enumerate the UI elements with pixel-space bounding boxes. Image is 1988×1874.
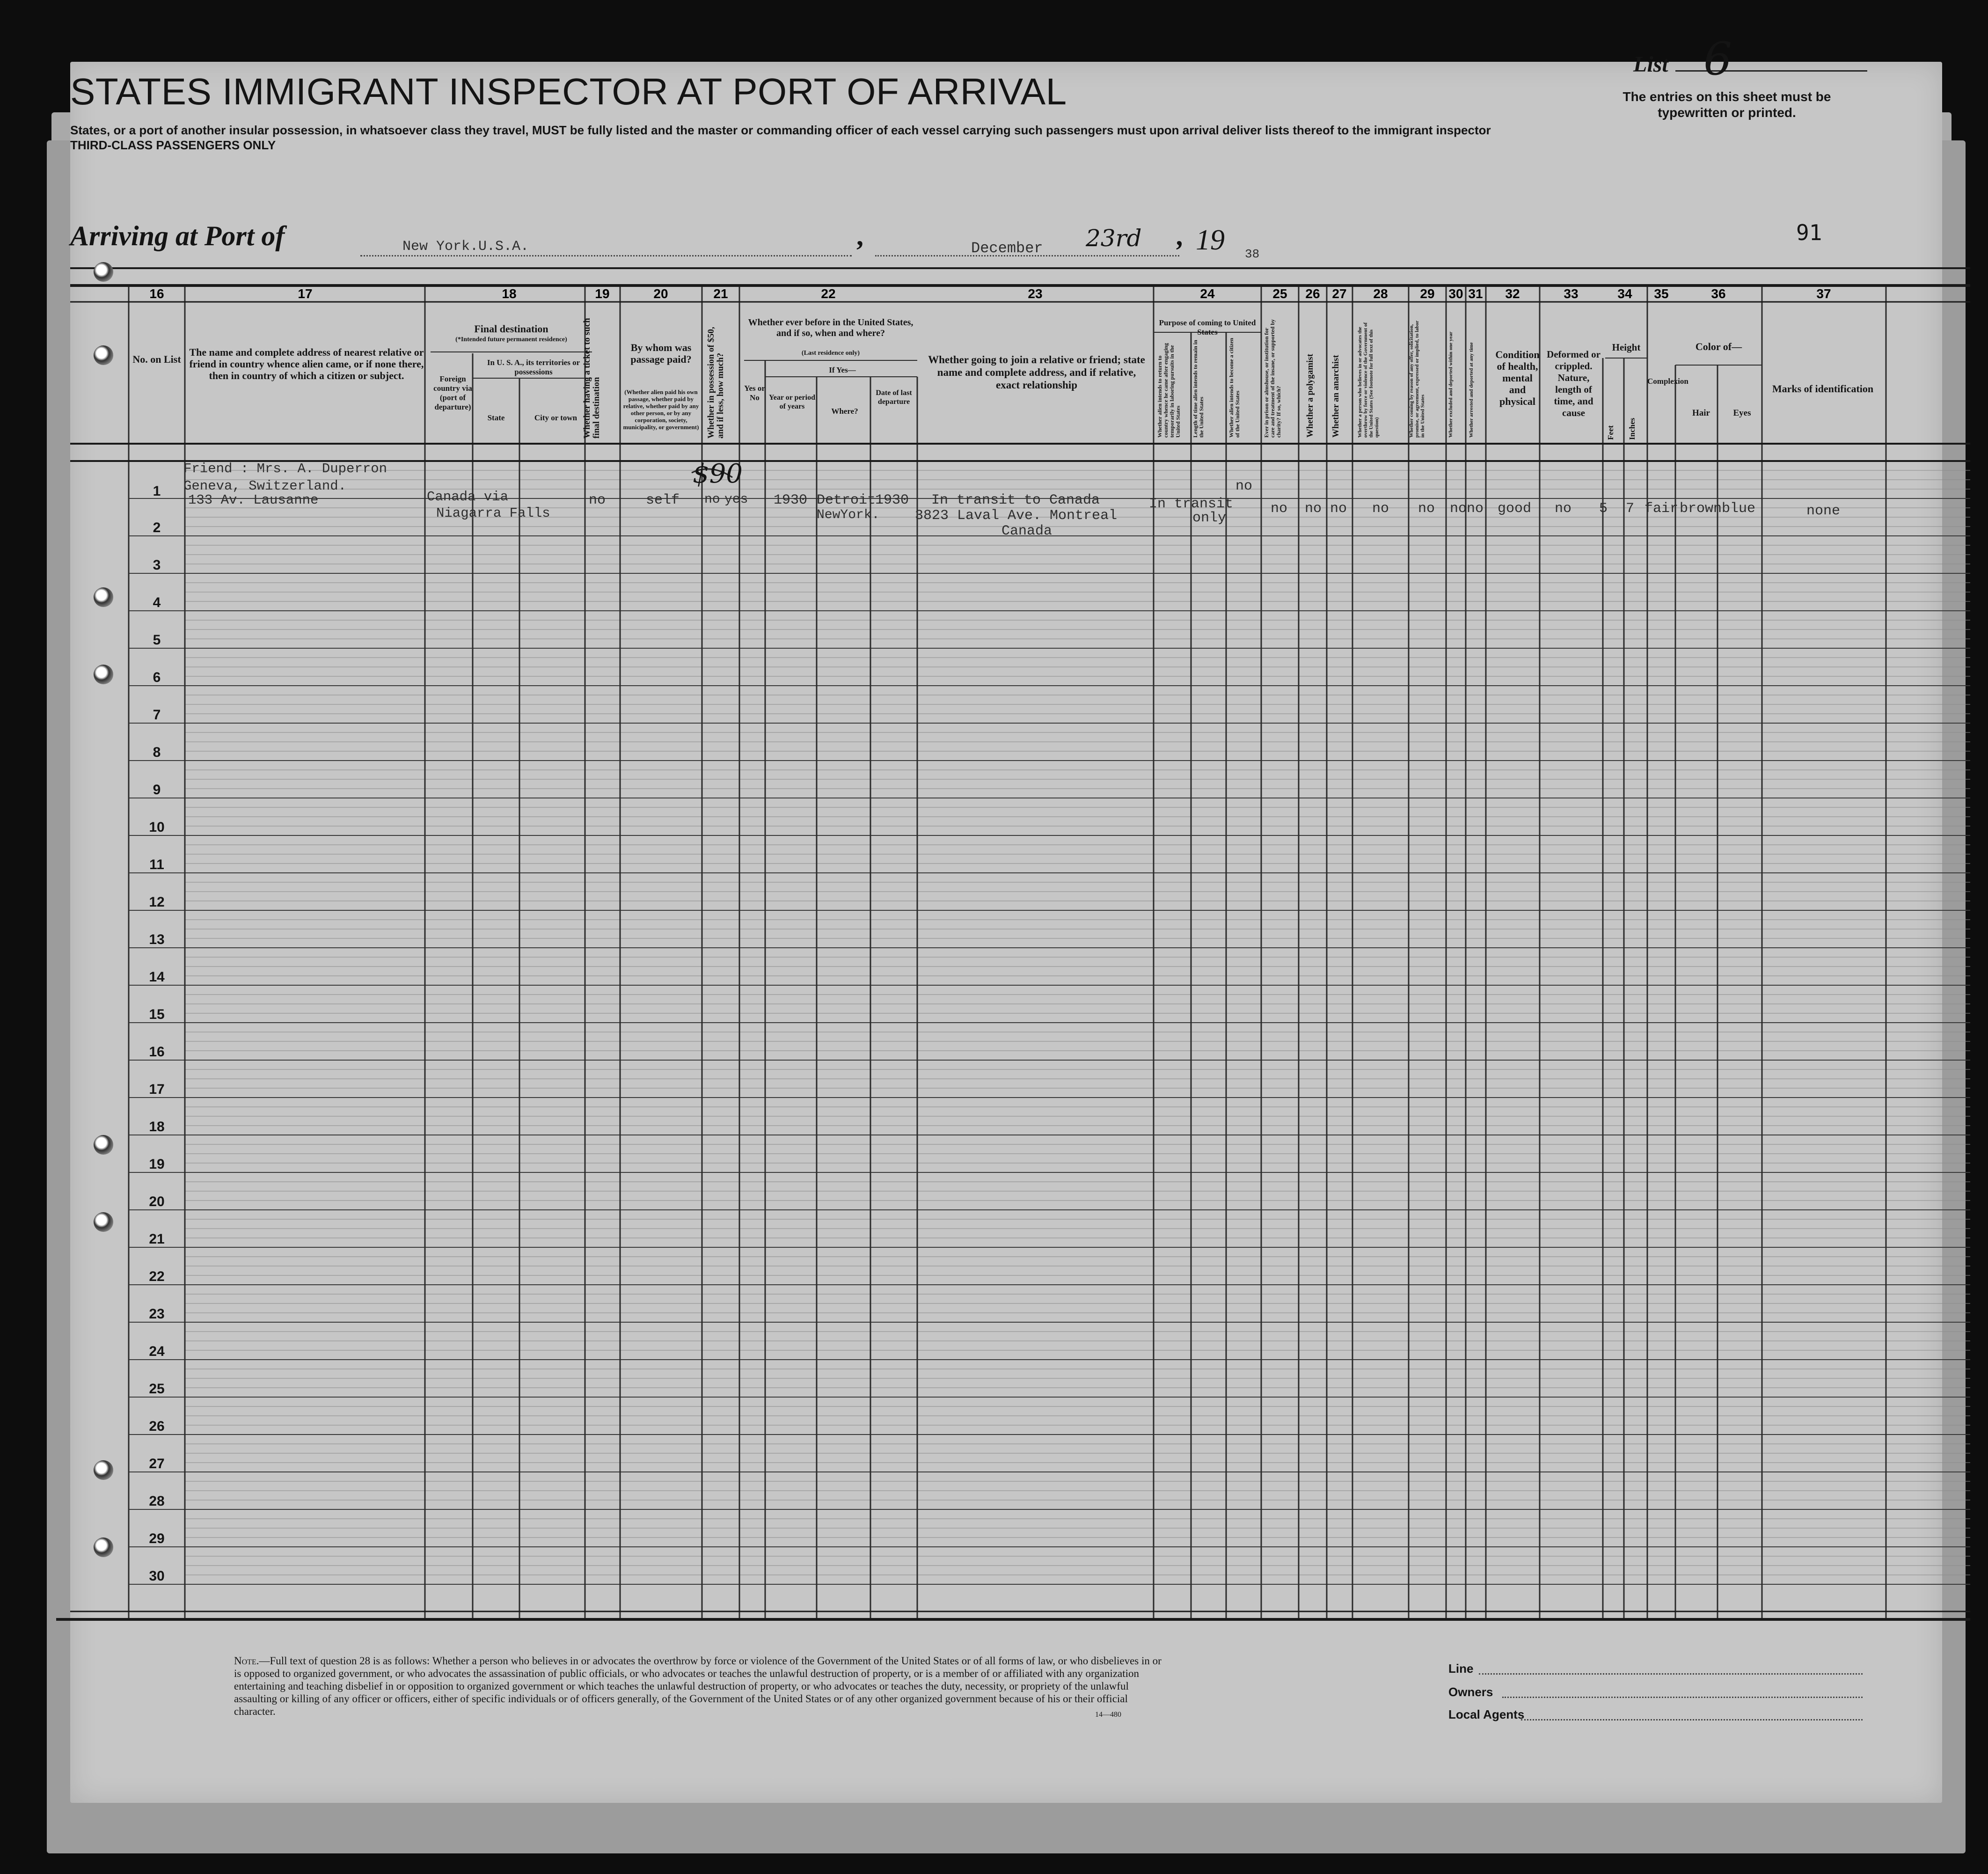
row-number: 23 (149, 1306, 165, 1322)
header-c35: Complexion (1647, 377, 1688, 386)
binder-hole (94, 665, 113, 684)
binder-hole (94, 1537, 113, 1557)
entry-money-typed: no (704, 492, 720, 507)
header-c22-sub: (Last residence only) (801, 350, 860, 357)
header-c18-city: City or town (534, 413, 577, 422)
entry-before-year: 1930 (774, 492, 808, 508)
row-number: 14 (149, 969, 165, 985)
local-agents-field (1521, 1719, 1863, 1720)
row-number: 30 (149, 1568, 165, 1584)
header-c36-eyes: Eyes (1733, 408, 1751, 418)
header-c25: Ever in prison or almshouse, or institution for care and treatment of the insane, or supported by charity? If so, which? (1263, 319, 1282, 438)
row-number: 10 (149, 820, 165, 835)
entry-paid-by: self (646, 492, 680, 508)
entry-citizen: no (1235, 478, 1253, 494)
header-c32: Condition of health, mental and physical (1495, 349, 1540, 407)
entry-joining-2: 3823 Laval Ave. Montreal (915, 508, 1118, 524)
arriving-label: Arriving at Port of (70, 220, 285, 251)
footnote-label: Note. (234, 1655, 259, 1667)
column-number: 19 (595, 286, 610, 301)
instructions-line-1: States, or a port of another insular possession, in whatsoever class they travel, MUST be fully listed and the master or commanding officer of each vessel carrying such passengers must upon arrival deliver lists thereof to the immigrant inspector (70, 123, 1491, 137)
row-number: 28 (149, 1493, 165, 1509)
header-c16: No. on List (132, 353, 181, 365)
entry-offer: no (1418, 501, 1435, 517)
row-number: 18 (149, 1119, 165, 1135)
header-c30: Whether excluded and deported within one year (1448, 331, 1454, 438)
entry-anarchist: no (1330, 501, 1347, 517)
column-number: 31 (1468, 286, 1483, 301)
row-number: 6 (153, 670, 161, 685)
line-field (1479, 1673, 1863, 1675)
row-number: 13 (149, 932, 165, 947)
header-c19: Whether having a ticket to such final destination (582, 318, 601, 439)
column-number: 30 (1448, 286, 1463, 301)
day-value: 23rd (1086, 225, 1142, 252)
column-number: 37 (1816, 286, 1831, 301)
footnote-text: —Full text of question 28 is as follows: Whether a person who believes in or advocates the overthrow by force or violence of the Government of the United States or of all forms of law, or who disbelieves in or is opposed to organized government, or who advocates the assassination of public officials, or who advocates or teaches the unlawful destruction of property, or is a member of or affiliated with any organization entertaining and teaching disbelief in or opposition to organized government or which teaches the unlawful destruction of property, or who advocates or teaches the duty, necessity, or propriety of the unlawful assaulting or killing of any officer or officers, either of specific individuals or of officers generally, of the Government of the United States or of any other organized government because of his or their official character. (234, 1655, 1162, 1717)
header-c20-sub: (Whether alien paid his own passage, whether paid by relative, whether paid by any other person, or by any corporation, society, municipality, or government) (623, 388, 699, 431)
entry-overthrow: no (1372, 501, 1389, 517)
row-number: 4 (153, 595, 161, 610)
column-lines (129, 285, 1886, 1619)
instructions-line-2: THIRD-CLASS PASSENGERS ONLY (70, 138, 276, 152)
row-number: 5 (153, 632, 161, 648)
list-number: 6 (1703, 33, 1732, 85)
header-c22-ifyes: If Yes— (829, 366, 856, 374)
row-number: 3 (153, 557, 161, 573)
header-c34-inches: Inches (1628, 417, 1637, 440)
column-number: 35 (1654, 286, 1669, 301)
column-number: 27 (1332, 286, 1347, 301)
entry-money-hand: $90 (693, 459, 743, 489)
header-c18-sub: (*Intended future permanent residence) (455, 336, 567, 343)
port-value: New York.U.S.A. (402, 239, 529, 255)
entry-marks: none (1806, 503, 1841, 519)
header-c22-year: Year or period of years (769, 394, 815, 410)
row-number: 9 (153, 782, 161, 798)
owners-label: Owners (1448, 1685, 1493, 1699)
column-numbers (149, 286, 1831, 301)
entry-purpose-2: only (1192, 510, 1227, 526)
entry-foreign-via-1: Canada via (427, 489, 509, 505)
header-c26: Whether a polygamist (1305, 353, 1315, 438)
list-label: List (1633, 52, 1668, 77)
entry-joining-3: Canada (1001, 523, 1052, 539)
header-c27: Whether an anarchist (1331, 355, 1341, 438)
entry-health: good (1498, 501, 1532, 517)
column-number: 20 (653, 286, 668, 301)
column-number: 18 (502, 286, 517, 301)
column-number: 26 (1305, 286, 1320, 301)
row-number: 17 (149, 1082, 165, 1097)
column-number: 25 (1272, 286, 1287, 301)
header-c22-yesno: Yes or No (744, 384, 765, 402)
entry-prison: no (1271, 501, 1288, 517)
entry-complexion: fair (1644, 501, 1679, 517)
header-c31: Whether arrested and deported at any time (1469, 342, 1474, 438)
column-number: 29 (1420, 286, 1435, 301)
column-number: 16 (149, 286, 164, 301)
entry-relative-line-3: 133 Av. Lausanne (188, 492, 319, 508)
entry-purpose-1: In transit (1149, 496, 1234, 512)
column-number: 32 (1505, 286, 1520, 301)
local-agents-label: Local Agents (1448, 1707, 1525, 1721)
row-number: 2 (153, 520, 161, 535)
entry-excluded: no (1450, 501, 1467, 517)
entry-relative-line-1: Friend : Mrs. A. Duperron (183, 461, 387, 476)
binder-hole (94, 587, 113, 607)
header-c29: Whether coming by reason of any offer, solicitation, promise, or agreement, expressed or implied, to labor in the United States (1409, 321, 1425, 438)
header-c36-hair: Hair (1692, 408, 1710, 418)
header-c22-date: Date of last departure (876, 389, 912, 406)
row-number: 1 (153, 483, 161, 499)
column-number: 34 (1617, 286, 1632, 301)
page-title: STATES IMMIGRANT INSPECTOR AT PORT OF ARRIVAL (70, 71, 1067, 112)
entry-deformed: no (1555, 501, 1572, 517)
row-number: 26 (149, 1419, 165, 1434)
entry-before-where-2: NewYork. (817, 508, 880, 522)
entry-eyes: blue (1722, 501, 1756, 517)
header-c28: Whether a person who believes in or advocates the overthrow by force or violence of the Government of the United States (See footnote for full text of this question) (1357, 322, 1380, 438)
entry-joining-1: In transit to Canada (931, 492, 1100, 508)
entry-arrested: no (1467, 501, 1484, 517)
row-number: 16 (149, 1044, 165, 1060)
owners-field (1502, 1697, 1863, 1698)
row-number: 12 (149, 894, 165, 910)
header-c24-b: Length of time alien intends to remain in the United States (1192, 340, 1205, 438)
entry-ticket: no (589, 492, 606, 508)
row-number: 19 (149, 1157, 165, 1172)
header-c18: Final destination (474, 323, 548, 335)
row-number: 24 (149, 1344, 165, 1359)
header-c34-feet: Feet (1606, 425, 1615, 440)
entry-before-date: 1930 (875, 492, 909, 508)
entry-relative-line-2: Geneva, Switzerland. (183, 478, 347, 494)
binder-hole (94, 345, 113, 365)
header-c23: Whether going to join a relative or friend; state name and complete address, and if relative, exact relationship (928, 354, 1145, 391)
entry-inches: 7 (1626, 501, 1635, 517)
row-number: 25 (149, 1381, 165, 1397)
header-c22-where: Where? (831, 407, 858, 416)
entry-feet: 5 (1599, 501, 1608, 517)
header-c17: The name and complete address of nearest relative or friend in country whence alien came, or if none there, then in country of which a citizen or subject. (189, 346, 424, 381)
header-c34: Height (1612, 342, 1641, 353)
entry-hair: brown (1680, 501, 1722, 517)
header-c36: Color of— (1695, 341, 1742, 352)
header-c24: Purpose of coming to United States (1159, 318, 1256, 337)
row-lines (129, 461, 1970, 1584)
row-number: 27 (149, 1456, 165, 1471)
form-number: 14—480 (1095, 1711, 1121, 1719)
entry-before-yes: yes (724, 492, 748, 507)
row-number: 15 (149, 1007, 165, 1022)
column-number: 24 (1200, 286, 1215, 301)
row-number: 22 (149, 1269, 165, 1284)
column-number: 22 (821, 286, 836, 301)
header-c18-state: State (487, 413, 505, 422)
column-number: 23 (1028, 286, 1043, 301)
binder-hole (94, 262, 113, 282)
row-number: 20 (149, 1194, 165, 1209)
comma: , (1177, 220, 1184, 251)
line-label: Line (1448, 1662, 1474, 1676)
header-c18-usa: In U. S. A., its territories or possessions (487, 358, 580, 376)
row-number: 29 (149, 1531, 165, 1546)
column-number: 28 (1373, 286, 1388, 301)
column-number: 17 (298, 286, 313, 301)
column-number: 36 (1711, 286, 1726, 301)
footnote (234, 1654, 1170, 1718)
column-number: 33 (1564, 286, 1579, 301)
month-value: December (971, 240, 1043, 257)
row-number: 7 (153, 707, 161, 723)
comma: , (856, 220, 863, 251)
header-c24-c: Whether alien intends to become a citizen of the United States (1228, 337, 1241, 438)
entry-foreign-via-2: Niagarra Falls (436, 505, 550, 521)
entry-before-where-1: Detroit. (817, 492, 884, 508)
header-c22: Whether ever before in the United States, and if so, when and where? (748, 317, 914, 338)
binder-hole (94, 1135, 113, 1155)
binder-hole (94, 1212, 113, 1232)
header-c24-a: Whether alien intends to return to country whence he came after engaging temporarily in laboring pursuits in the United States (1156, 343, 1181, 438)
year-suffix: 38 (1245, 247, 1260, 261)
year-prefix: 19 (1196, 224, 1225, 256)
header-c20: By whom was passage paid? (630, 342, 692, 365)
header-c18-foreign: Foreign country via (port of departure) (433, 374, 472, 411)
header-c37: Marks of identification (1772, 383, 1874, 395)
binder-hole (94, 1460, 113, 1480)
row-number: 21 (149, 1231, 165, 1247)
entry-polygamist: no (1305, 501, 1322, 517)
row-number: 8 (153, 745, 161, 760)
row-number: 11 (149, 857, 164, 872)
entries-note: The entries on this sheet must be typewritten or printed. (1623, 89, 1831, 120)
header-c21: Whether in possession of $50, and if less, how much? (706, 327, 725, 439)
header-c33: Deformed or crippled. Nature, length of time, and cause (1547, 349, 1601, 418)
page-number: 91 (1796, 220, 1822, 245)
column-number: 21 (713, 286, 728, 301)
